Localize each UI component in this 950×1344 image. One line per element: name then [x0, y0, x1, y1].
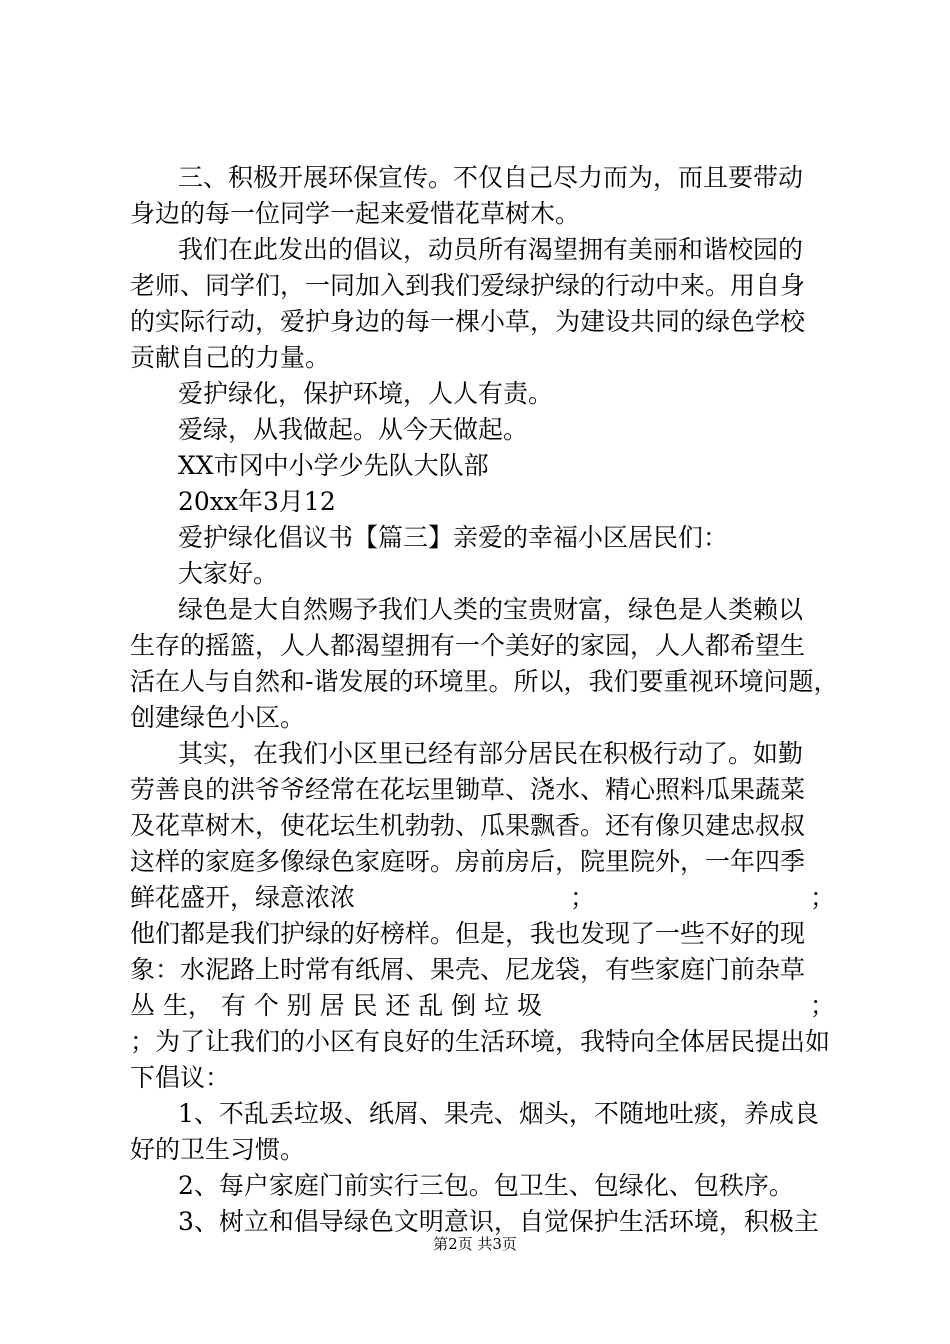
- paragraph-line: 我们在此发出的倡议，动员所有渴望拥有美丽和谐校园的: [178, 235, 804, 264]
- line-segment: 居: [319, 991, 345, 1020]
- paragraph-line: 身边的每一位同学一起来爱惜花草树木。: [130, 199, 581, 228]
- list-item: 1、不乱丢垃圾、纸屑、果壳、烟头，不随地吐痰，养成良: [178, 1099, 819, 1128]
- line-segment: 丛: [130, 991, 156, 1020]
- line-segment: 个: [253, 991, 279, 1020]
- signature-date: 20xx年3月12: [178, 487, 336, 516]
- paragraph-line: ；为了让我们的小区有良好的生活环境，我特向全体居民提出如: [130, 1027, 831, 1056]
- greeting: 大家好。: [178, 559, 279, 588]
- line-segment: 别: [286, 991, 312, 1020]
- paragraph-line: 创建绿色小区。: [130, 703, 306, 732]
- paragraph-line: 爱绿，从我做起。从今天做起。: [178, 415, 529, 444]
- paragraph-line: 象：水泥路上时常有纸屑、果壳、尼龙袋，有些家庭门前杂草: [130, 955, 806, 984]
- paragraph-line: 其实，在我们小区里已经有部分居民在积极行动了。如勤: [178, 739, 804, 768]
- line-segment: ；: [809, 883, 835, 912]
- signature-org: XX市冈中小学少先队大队部: [178, 451, 489, 480]
- line-segment: 乱: [418, 991, 444, 1020]
- line-segment: 倒: [451, 991, 477, 1020]
- paragraph-line: 这样的家庭多像绿色家庭呀。房前房后，院里院外，一年四季: [130, 847, 806, 876]
- paragraph-line: 及花草树木，使花坛生机勃勃、瓜果飘香。还有像贝建忠叔叔: [130, 811, 806, 840]
- paragraph-line: 下倡议：: [130, 1063, 231, 1092]
- line-segment: ；: [809, 991, 835, 1020]
- section-heading: 爱护绿化倡议书【篇三】亲爱的幸福小区居民们：: [178, 523, 729, 552]
- list-item: 2、每户家庭门前实行三包。包卫生、包绿化、包秩序。: [178, 1171, 794, 1200]
- paragraph-line: 绿色是大自然赐予我们人类的宝贵财富，绿色是人类赖以: [178, 595, 804, 624]
- line-segment: 圾: [516, 991, 542, 1020]
- paragraph-line: 三、积极开展环保宣传。不仅自己尽力而为，而且要带动: [178, 163, 804, 192]
- page-footer: 第2页 共3页: [433, 1235, 517, 1253]
- justified-line: [130, 880, 835, 916]
- paragraph-line: 好的卫生习惯。: [130, 1135, 306, 1164]
- paragraph-line: 生存的摇篮，人人都渴望拥有一个美好的家园，人人都希望生: [130, 631, 806, 660]
- line-segment: 还: [385, 991, 411, 1020]
- paragraph-line: 的实际行动，爱护身边的每一棵小草，为建设共同的绿色学校: [130, 307, 806, 336]
- line-segment: ；: [569, 883, 595, 912]
- line-segment: 鲜花盛开，绿意浓浓: [130, 883, 356, 912]
- line-segment: 垃: [484, 991, 510, 1020]
- list-item: 3、树立和倡导绿色文明意识，自觉保护生活环境，积极主: [178, 1207, 819, 1236]
- paragraph-line: 活在人与自然和-谐发展的环境里。所以，我们要重视环境问题，: [130, 667, 839, 696]
- paragraph-line: 爱护绿化，保护环境，人人有责。: [178, 379, 554, 408]
- paragraph-line: 他们都是我们护绿的好榜样。但是，我也发现了一些不好的现: [130, 919, 806, 948]
- line-segment: 民: [352, 991, 378, 1020]
- justified-line: [130, 988, 835, 1024]
- paragraph-line: 劳善良的洪爷爷经常在花坛里锄草、浇水、精心照料瓜果蔬菜: [130, 775, 806, 804]
- line-segment: 有: [220, 991, 246, 1020]
- line-segment: 生，: [162, 991, 213, 1020]
- paragraph-line: 贡献自己的力量。: [130, 343, 331, 372]
- paragraph-line: 老师、同学们，一同加入到我们爱绿护绿的行动中来。用自身: [130, 271, 806, 300]
